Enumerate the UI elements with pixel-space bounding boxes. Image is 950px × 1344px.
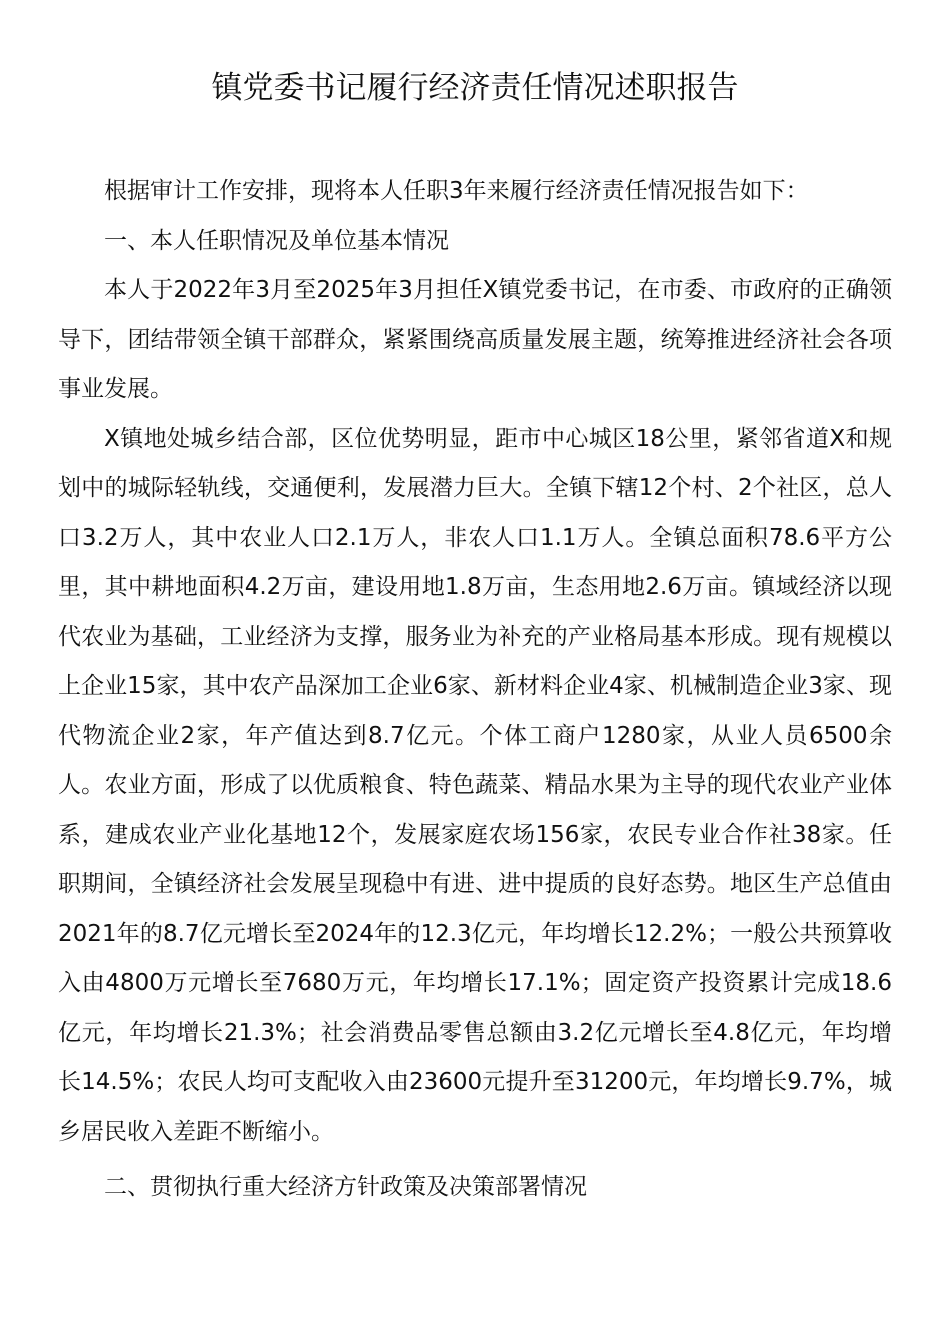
intro-paragraph: 根据审计工作安排，现将本人任职3年来履行经济责任情况报告如下： — [104, 178, 809, 204]
document-body — [58, 167, 892, 1213]
section-1-paragraph-2: X镇地处城乡结合部，区位优势明显，距市中心城区18公里，紧邻省道X和规划中的城际轻轨线，交通便利，发展潜力巨大。全镇下辖12个村、2个社区，总人口3.2万人，其中农业人口2.1万人，非农人口1.1万人。全镇总面积78.6平方公里，其中耕地面积4.2万亩，建设用地1.8万亩，生态用地2.6万亩。镇域经济以现代农业为基础，工业经济为支撑，服务业为补充的产业格局基本形成。现有规模以上企业15家，其中农产品深加工企业6家、新材料企业4家、机械制造企业3家、现代物流企业2家，年产值达到8.7亿元。个体工商户1280家，从业人员6500余人。农业方面，形成了以优质粮食、特色蔬菜、精品水果为主导的现代农业产业体系，建成农业产业化基地12个，发展家庭农场156家，农民专业合作社38家。任职期间，全镇经济社会发展呈现稳中有进、进中提质的良好态势。地区生产总值由2021年的8.7亿元增长至2024年的12.3亿元，年均增长12.2%；一般公共预算收入由4800万元增长至7680万元，年均增长17.1%；固定资产投资累计完成18.6亿元，年均增长21.3%；社会消费品零售总额由3.2亿元增长至4.8亿元，年均增长14.5%；农民人均可支配收入由23600元提升至31200元，年均增长9.7%，城乡居民收入差距不断缩小。 — [58, 425, 892, 1145]
section-2-heading: 二、贯彻执行重大经济方针政策及决策部署情况 — [104, 1174, 587, 1200]
document-title: 镇党委书记履行经济责任情况述职报告 — [211, 70, 739, 106]
section-1-paragraph-1: 本人于2022年3月至2025年3月担任X镇党委书记，在市委、市政府的正确领导下，团结带领全镇干部群众，紧紧围绕高质量发展主题，统筹推进经济社会各项事业发展。 — [58, 277, 892, 402]
section-1-heading: 一、本人任职情况及单位基本情况 — [104, 227, 449, 254]
